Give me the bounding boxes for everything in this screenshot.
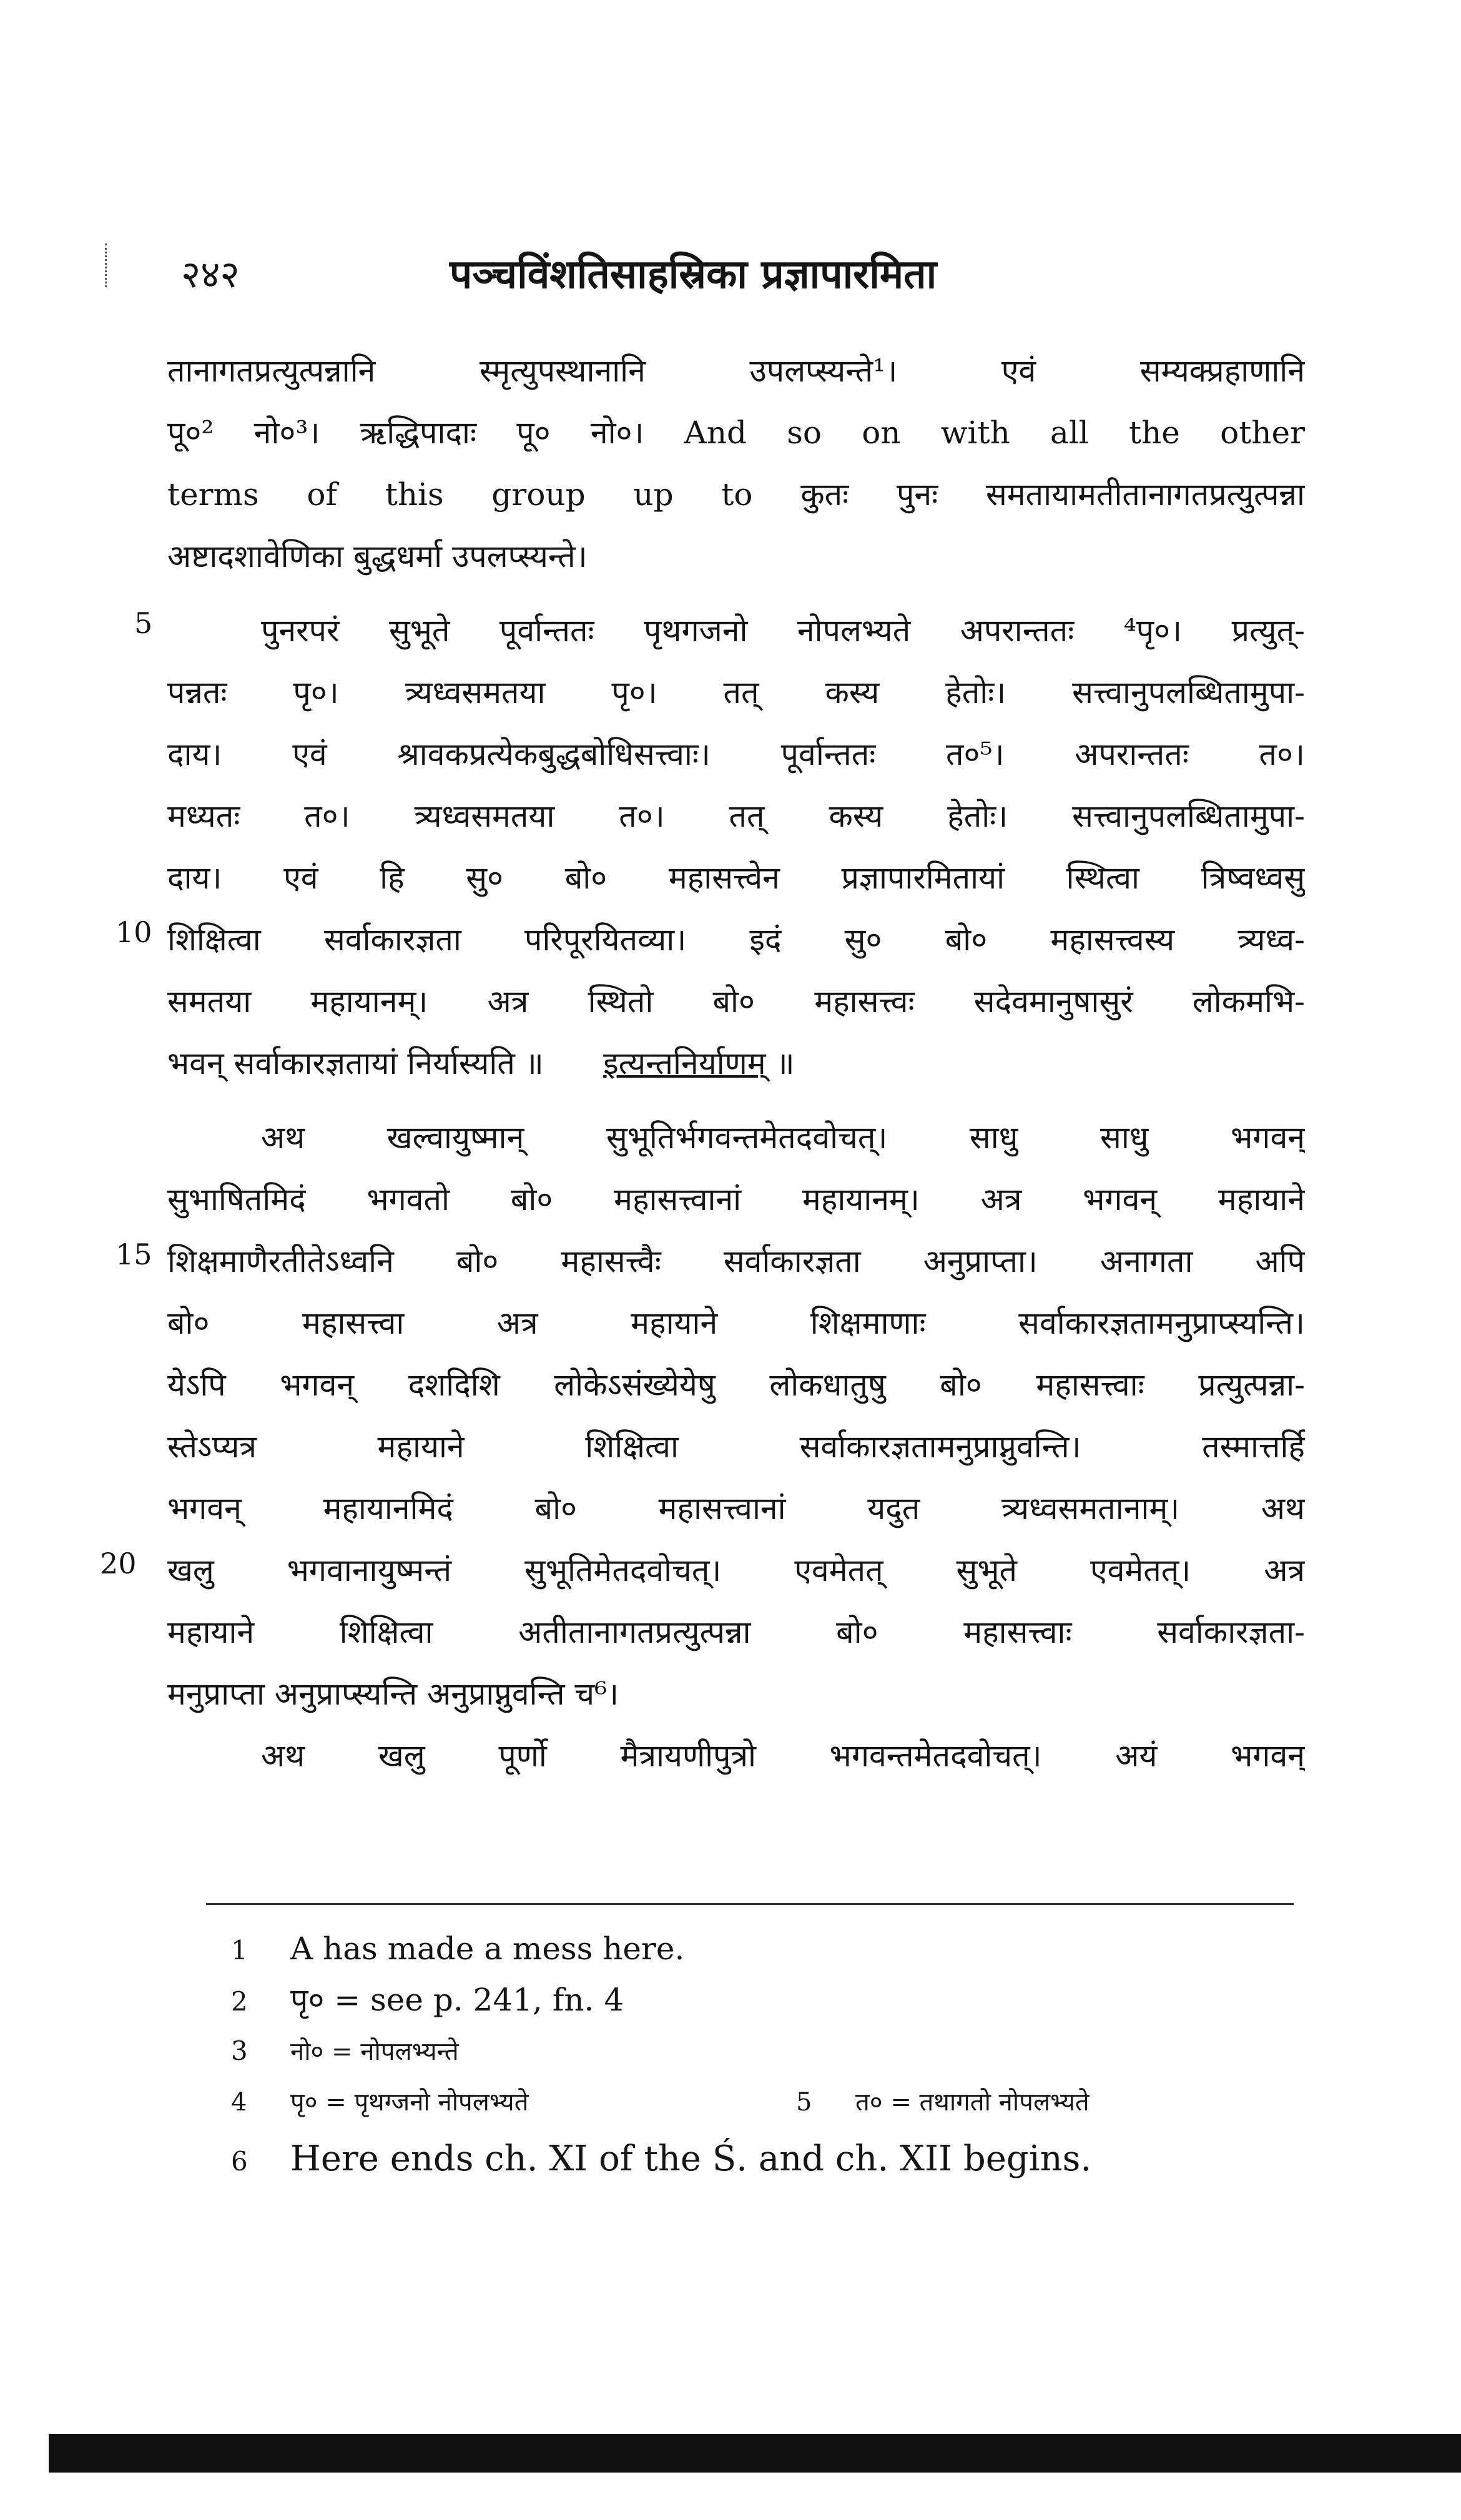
scan-edge-bar [49,2434,1461,2473]
text-line: खलु भगवानायुष्मन्तं सुभूतिमेतदवोचत्। एवमेतत् सुभूते एवमेतत्। अत्र [167,1552,1305,1588]
footnote-marker: 4 [231,2088,247,2117]
section-end-title: इत्यन्तनिर्याणम् [603,1045,766,1081]
text-line: दाय। एवं श्रावकप्रत्येकबुद्धबोधिसत्त्वाः। पूर्वान्ततः त०⁵। अपरान्ततः त०। [167,736,1305,772]
text-line: terms of this group up to कुतः पुनः समतायामतीतानागतप्रत्युत्पन्ना [167,476,1305,513]
footnote-marker: 5 [796,2088,812,2117]
text-line: समतया महायानम्। अत्र स्थितो बो० महासत्त्वः सदेवमानुषासुरं लोकमभि- [167,983,1305,1020]
text-line: अथ खलु पूर्णो मैत्रायणीपुत्रो भगवन्तमेतदवोचत्। अयं भगवन् [261,1738,1305,1774]
footnote-divider [206,1903,1294,1905]
footnote-marker: 2 [231,1986,248,2017]
page-header [181,247,1305,303]
text-line: शिक्षित्वा सर्वाकारज्ञता परिपूरयितव्या। इदं सु० बो० महासत्त्वस्य त्र्यध्व- [167,922,1305,958]
text-line: येऽपि भगवन् दशदिशि लोकेऽसंख्येयेषु लोकधातुषु बो० महासत्त्वाः प्रत्युत्पन्ना- [167,1367,1305,1403]
text-segment: भवन् सर्वाकारज्ञतायां निर्यास्यति ॥ [167,1045,544,1081]
running-title: पञ्चविंशतिसाहस्रिका प्रज्ञापारमिता [450,251,937,298]
text-line: तानागतप्रत्युत्पन्नानि स्मृत्युपस्थानानि उपलप्स्यन्ते¹। एवं सम्यक्प्रहाणानि [167,353,1305,389]
main-text [167,340,1305,1787]
text-line [167,1033,1305,1095]
text-line: मनुप्राप्ता अनुप्राप्स्यन्ति अनुप्राप्नुवन्ति च⁶। [167,1676,619,1712]
text-line: पू०² नो०³। ऋद्धिपादाः पू० नो०। And so on with all the other [167,415,1305,451]
text-line: पन्नतः पृ०। त्र्यध्वसमतया पृ०। तत् कस्य हेतोः। सत्त्वानुपलब्धितामुपा- [167,674,1305,711]
text-line: अथ खल्वायुष्मान् सुभूतिर्भगवन्तमेतदवोचत्। साधु साधु भगवन् [261,1120,1305,1156]
text-line: महायाने शिक्षित्वा अतीतानागतप्रत्युत्पन्ना बो० महासत्त्वाः सर्वाकारज्ञता- [167,1614,1305,1650]
line-number-20: 20 [100,1547,137,1580]
binding-mark [105,244,109,287]
text-segment: ॥ [775,1045,795,1081]
footnote-text: A has made a mess here. [290,1931,685,1967]
footnote-5 [796,2077,1090,2128]
footnote-2 [231,1974,1292,2025]
text-line: पुनरपरं सुभूते पूर्वान्ततः पृथगजनो नोपलभ्यते अपरान्ततः ⁴पृ०। प्रत्युत्- [261,613,1305,649]
page-number: २४२ [181,253,240,297]
text-line: सुभाषितमिदं भगवतो बो० महासत्त्वानां महायानम्। अत्र भगवन् महायाने [167,1181,1305,1218]
text-line: शिक्षमाणैरतीतेऽध्वनि बो० महासत्त्वैः सर्वाकारज्ञता अनुप्राप्ता। अनागता अपि [167,1243,1305,1279]
footnote-text: त० = तथागतो नोपलभ्यते [855,2088,1090,2117]
text-line: भगवन् महायानमिदं बो० महासत्त्वानां यदुत त्र्यध्वसमतानाम्। अथ [167,1490,1305,1527]
text-line: स्तेऽप्यत्र महायाने शिक्षित्वा सर्वाकारज्ञतामनुप्राप्नुवन्ति। तस्मात्तर्हि [167,1429,1305,1465]
footnote-text: पृ० = पृथग्जनो नोपलभ्यते [290,2088,529,2117]
line-number-5: 5 [134,606,153,640]
footnote-1 [231,1923,1292,1974]
footnotes [231,1923,1292,2190]
footnote-text: Here ends ch. XI of the Ś. and ch. XII begins. [290,2139,1092,2179]
footnote-3 [231,2025,1292,2077]
footnote-marker: 3 [231,2035,248,2066]
text-line: बो० महासत्त्वा अत्र महायाने शिक्षमाणाः सर्वाकारज्ञतामनुप्राप्स्यन्ति। [167,1305,1305,1341]
text-line: अष्टादशावेणिका बुद्धधर्मा उपलप्स्यन्ते। [167,538,588,574]
footnote-marker: 1 [231,1935,248,1966]
text-line: दाय। एवं हि सु० बो० महासत्त्वेन प्रज्ञापारमितायां स्थित्वा त्रिष्वध्वसु [167,860,1305,896]
footnote-marker: 6 [231,2146,248,2177]
text-line: मध्यतः त०। त्र्यध्वसमतया त०। तत् कस्य हेतोः। सत्त्वानुपलब्धितामुपा- [167,798,1305,834]
footnote-text: नो० = नोपलभ्यन्ते [290,2037,459,2066]
footnote-pair-4-5 [231,2077,1292,2128]
line-number-15: 15 [116,1238,152,1271]
footnote-text: पृ० = see p. 241, fn. 4 [290,1982,624,2018]
line-number-10: 10 [116,915,152,949]
footnote-6 [231,2128,1292,2190]
